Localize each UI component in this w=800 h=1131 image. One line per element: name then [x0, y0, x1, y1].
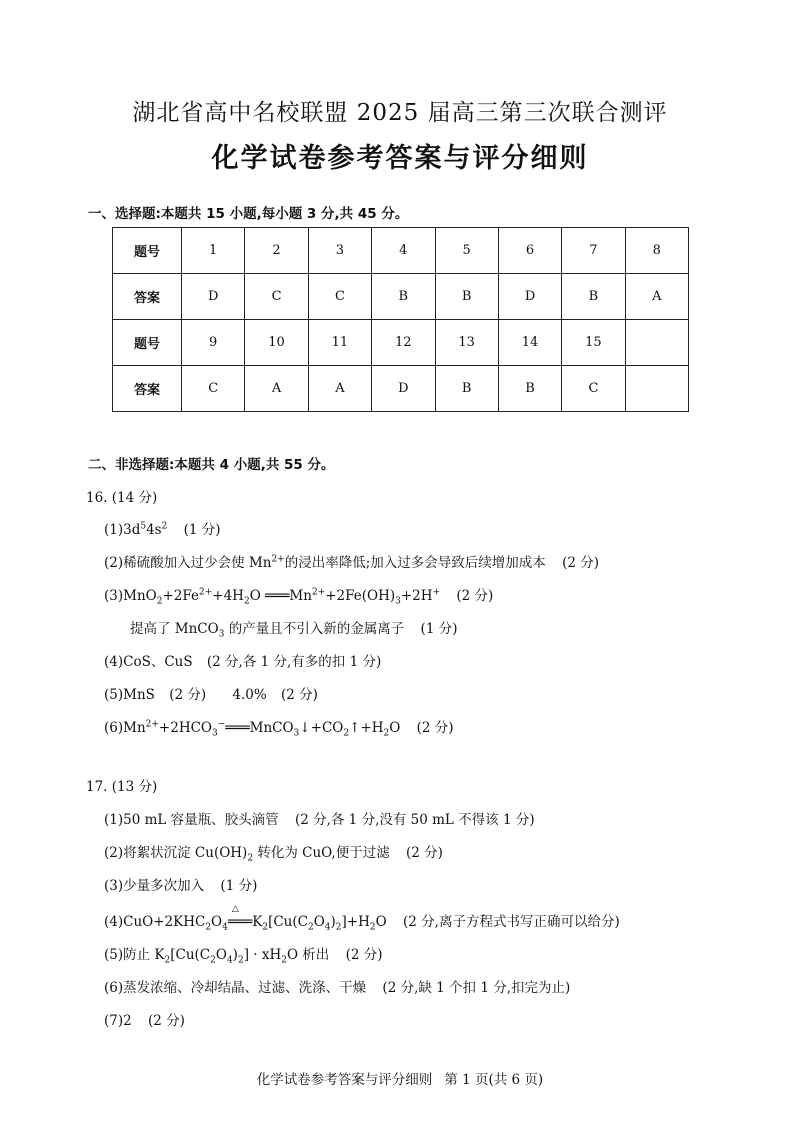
question-number: 5	[435, 228, 498, 274]
answer-cell: D	[182, 274, 245, 320]
question-number	[625, 320, 688, 366]
section-2-heading: 二、非选择题:本题共 4 小题,共 55 分。	[88, 457, 335, 473]
question-number: 13	[435, 320, 498, 366]
q17-title: 17. (13 分)	[86, 779, 158, 795]
score: (2 分)	[416, 720, 454, 736]
score: (1 分)	[420, 621, 458, 637]
table-row-numbers-1	[113, 228, 689, 274]
answer-cell: C	[562, 366, 625, 412]
delta-icon: △	[231, 904, 239, 914]
answer-cell	[625, 366, 688, 412]
q17-part-1: (1)50 mL 容量瓶、胶头滴管 (2 分,各 1 分,没有 50 mL 不得该 1 分)	[104, 812, 535, 828]
q16-part-3-note: 提高了 MnCO$_3$ 的产量且不引入新的金属离子 (1 分)	[130, 621, 458, 640]
answer-cell: C	[245, 274, 308, 320]
q16-part-3-equation: $(3)MnO_2+2Fe^{2+}+4H_2O$ $═══Mn^{2+}+2Fe(OH)_3+2H^+$ (2 分)	[104, 587, 494, 607]
q16-part-4: (4)CoS、CuS (2 分,各 1 分,有多的扣 1 分)	[104, 654, 382, 670]
answer-cell: B	[435, 366, 498, 412]
answer-cell: D	[498, 274, 561, 320]
question-number: 11	[308, 320, 371, 366]
q16-part-6-equation: $(6)Mn^{2+}+2HCO_3^-═══MnCO_3↓+CO_2↑+H_2O$ (2 分)	[104, 719, 454, 739]
answer-cell: C	[182, 366, 245, 412]
answer-cell: A	[625, 274, 688, 320]
heat-arrow: △ ═══	[227, 904, 253, 930]
page-number: 第 1 页(共 6 页)	[444, 1072, 544, 1088]
q17-part-6: (6)蒸发浓缩、冷却结晶、过滤、洗涤、干燥 (2 分,缺 1 个扣 1 分,扣完为止)	[104, 980, 571, 996]
question-number: 10	[245, 320, 308, 366]
question-number: 2	[245, 228, 308, 274]
question-number: 12	[372, 320, 435, 366]
table-row-answers-2	[113, 366, 689, 412]
answer-cell: A	[245, 366, 308, 412]
row-label-answer: 答案	[113, 366, 182, 412]
answer-cell: B	[498, 366, 561, 412]
answer-cell: B	[372, 274, 435, 320]
score: (1 分)	[220, 878, 258, 894]
q16-part-2: (2)稀硫酸加入过少会使 $Mn^{2+}$的浸出率降低;加入过多会导致后续增加成本 (2 分)	[104, 554, 599, 571]
score: (2 分,各 1 分,没有 50 mL 不得该 1 分)	[294, 812, 535, 828]
row-label-question: 题号	[113, 228, 182, 274]
score: (2 分)	[456, 588, 494, 604]
question-number: 3	[308, 228, 371, 274]
answer-cell: B	[562, 274, 625, 320]
question-number: 4	[372, 228, 435, 274]
score: (2 分,离子方程式书写正确可以给分)	[403, 914, 620, 930]
page-subtitle: 化学试卷参考答案与评分细则	[211, 143, 589, 174]
answer-cell: C	[308, 274, 371, 320]
score: (2 分)	[148, 1013, 185, 1029]
table-row-numbers-2	[113, 320, 689, 366]
answer-table	[112, 227, 689, 412]
section-1-heading: 一、选择题:本题共 15 小题,每小题 3 分,共 45 分。	[88, 206, 409, 222]
q17-part-7: (7)2 (2 分)	[104, 1013, 185, 1029]
question-number: 15	[562, 320, 625, 366]
q16-part-1: $(1)3d^54s^2$ (1 分)	[104, 521, 221, 538]
q17-part-3: (3)少量多次加入 (1 分)	[104, 878, 258, 894]
question-number: 1	[182, 228, 245, 274]
score: (2 分,各 1 分,有多的扣 1 分)	[206, 654, 382, 670]
page-footer: 化学试卷参考答案与评分细则 第 1 页(共 6 页)	[256, 1072, 544, 1088]
score: (2 分)	[281, 687, 318, 703]
q16-part-5: (5)MnS (2 分) 4.0% (2 分)	[104, 687, 318, 703]
answer-cell: A	[308, 366, 371, 412]
answer-cell: D	[372, 366, 435, 412]
q16-title: 16. (14 分)	[86, 490, 158, 506]
q17-part-4-equation: $(4)CuO+2KHC_2O_4$ △ $═══K_2[Cu(C_2O_4)_2]+H_2O$ (2 分,离子方程式书写正确可以给分)	[104, 904, 620, 933]
table-row-answers-1	[113, 274, 689, 320]
question-number: 7	[562, 228, 625, 274]
question-number: 14	[498, 320, 561, 366]
page-title: 湖北省高中名校联盟 2025 届高三第三次联合测评	[132, 100, 668, 126]
question-number: 9	[182, 320, 245, 366]
score: (2 分,缺 1 个扣 1 分,扣完为止)	[382, 980, 571, 996]
answer-cell: B	[435, 274, 498, 320]
score: (2 分)	[169, 687, 207, 703]
score: (1 分)	[183, 522, 221, 538]
q17-part-2: (2)将絮状沉淀 $Cu(OH)_2$ 转化为 CuO,便于过滤 (2 分)	[104, 845, 443, 864]
row-label-question: 题号	[113, 320, 182, 366]
q17-part-5: (5)防止 $K_2[Cu(C_2O_4)_2] \cdot xH_2O$ 析出 (2 分)	[104, 947, 383, 966]
score: (2 分)	[562, 555, 599, 571]
row-label-answer: 答案	[113, 274, 182, 320]
score: (2 分)	[406, 845, 443, 861]
score: (2 分)	[345, 947, 383, 963]
question-number: 8	[625, 228, 688, 274]
question-number: 6	[498, 228, 561, 274]
